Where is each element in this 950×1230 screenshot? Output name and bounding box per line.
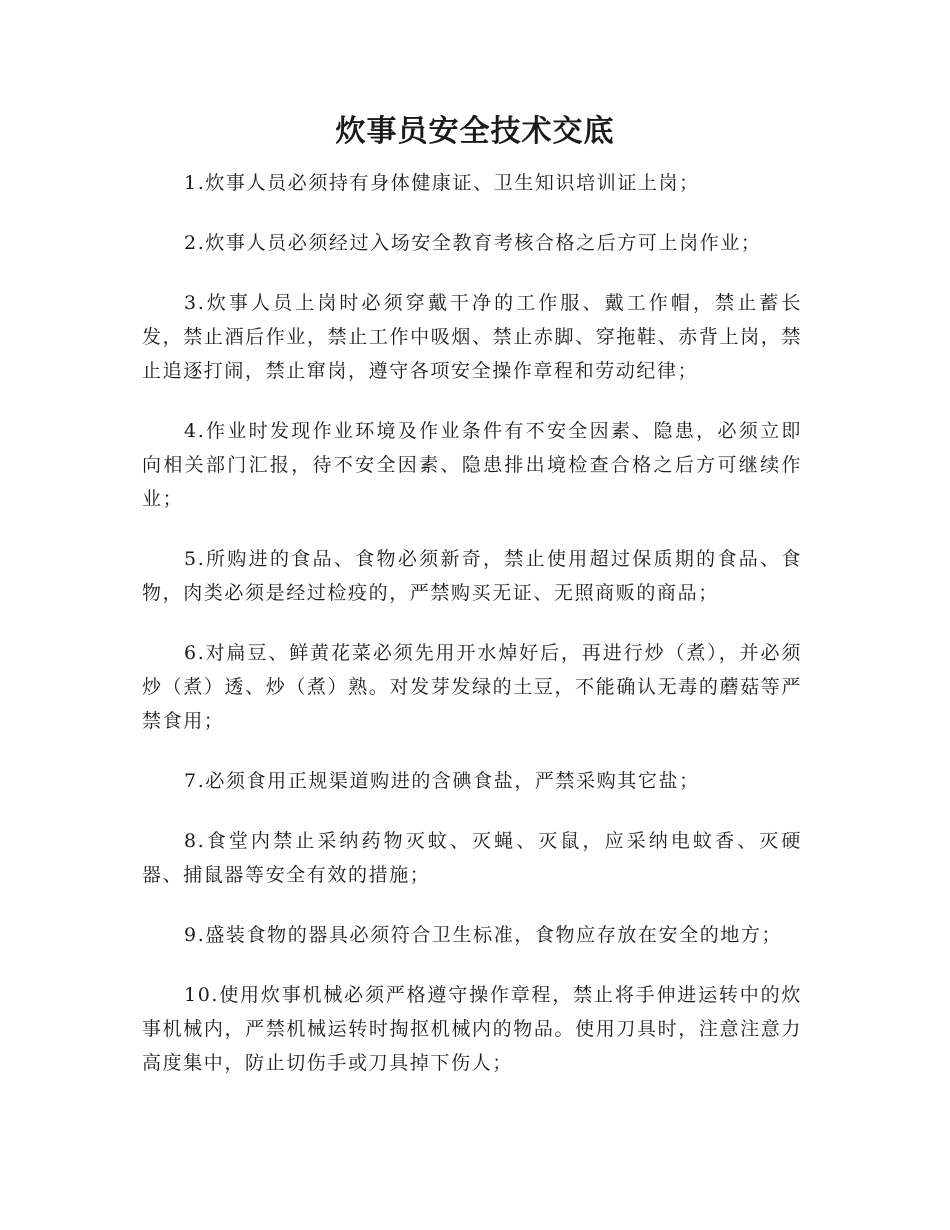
paragraph-10: 10.使用炊事机械必须严格遵守操作章程，禁止将手伸进运转中的炊事机械内，严禁机械运转时掏抠机械内的物品。使用刀具时，注意注意力高度集中，防止切伤手或刀具掉下伤人； xyxy=(142,984,802,1074)
paragraph-1: 1.炊事人员必须持有身体健康证、卫生知识培训证上岗； xyxy=(184,172,700,194)
paragraph-9: 9.盛装食物的器具必须符合卫生标准，食物应存放在安全的地方； xyxy=(184,924,783,946)
paragraph-6: 6.对扁豆、鲜黄花菜必须先用开水焯好后，再进行炒（煮），并必须炒（煮）透、炒（煮）熟。对发芽发绿的土豆，不能确认无毒的蘑菇等严禁食用； xyxy=(142,642,802,732)
document-title: 炊事员安全技术交底 xyxy=(335,114,615,149)
paragraph-5: 5.所购进的食品、食物必须新奇，禁止使用超过保质期的食品、食物，肉类必须是经过检疫的，严禁购买无证、无照商贩的商品； xyxy=(142,548,802,604)
document-body xyxy=(142,166,802,1106)
paragraph-2: 2.炊事人员必须经过入场安全教育考核合格之后方可上岗作业； xyxy=(184,232,762,254)
paragraph-4: 4.作业时发现作业环境及作业条件有不安全因素、隐患，必须立即向相关部门汇报，待不安全因素、隐患排出境检查合格之后方可继续作业； xyxy=(142,420,802,510)
paragraph-3: 3.炊事人员上岗时必须穿戴干净的工作服、戴工作帽，禁止蓄长发，禁止酒后作业，禁止工作中吸烟、禁止赤脚、穿拖鞋、赤背上岗，禁止追逐打闹，禁止窜岗，遵守各项安全操作章程和劳动纪律； xyxy=(142,292,802,382)
paragraph-8: 8.食堂内禁止采纳药物灭蚊、灭蝇、灭鼠，应采纳电蚊香、灭硬器、捕鼠器等安全有效的措施； xyxy=(142,830,802,886)
paragraph-7: 7.必须食用正规渠道购进的含碘食盐，严禁采购其它盐； xyxy=(184,770,700,792)
